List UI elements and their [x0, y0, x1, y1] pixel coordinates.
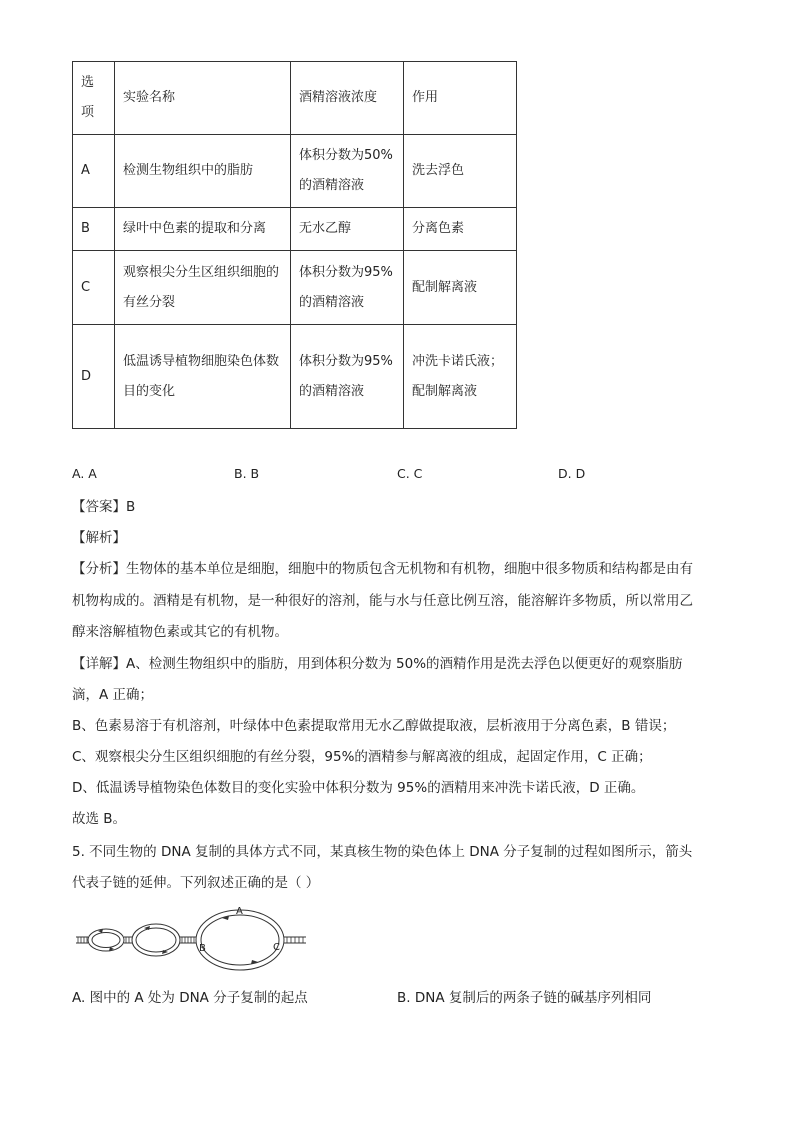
figure-label-c: C [273, 942, 280, 953]
table-cell: 配制解离液 [404, 251, 517, 325]
table-header-cell: 选项 [73, 62, 115, 135]
table-header-row [73, 62, 517, 135]
figure-label-b: B [199, 943, 206, 954]
text-line: 机物构成的。酒精是有机物，是一种很好的溶剂，能与水与任意比例互溶，能溶解许多物质，所以常用乙 [72, 593, 693, 609]
dna-replication-diagram [72, 905, 322, 975]
option-a: A. A [72, 466, 97, 481]
table-cell: B [73, 208, 115, 251]
text-line: C、观察根尖分生区组织细胞的有丝分裂，95%的酒精参与解离液的组成，起固定作用，C 正确； [72, 749, 652, 765]
answer-options [72, 466, 722, 486]
question-line: 代表子链的延伸。下列叙述正确的是（ ） [72, 875, 320, 891]
q5-option-b: B. DNA 复制后的两条子链的碱基序列相同 [397, 990, 652, 1006]
table-cell: C [73, 251, 115, 325]
dna-replication-figure [72, 905, 322, 975]
table-cell: 体积分数为50%的酒精溶液 [291, 135, 404, 208]
table-cell: 冲洗卡诺氏液；配制解离液 [404, 325, 517, 429]
figure-label-a: A [236, 906, 243, 917]
option-b: B. B [234, 466, 260, 481]
text-line: 故选 B。 [72, 811, 127, 827]
analysis-heading: 【解析】 [72, 530, 126, 546]
table-header-cell: 作用 [404, 62, 517, 135]
table-cell: D [73, 325, 115, 429]
text-line: B、色素易溶于有机溶剂，叶绿体中色素提取常用无水乙醇做提取液，层析液用于分离色素，B 错误； [72, 718, 676, 734]
text-line: 醇来溶解植物色素或其它的有机物。 [72, 624, 288, 640]
table-cell: 检测生物组织中的脂肪 [115, 135, 291, 208]
q5-option-a: A. 图中的 A 处为 DNA 分子复制的起点 [72, 990, 308, 1006]
table-row [73, 135, 517, 208]
table-cell: 低温诱导植物细胞染色体数目的变化 [115, 325, 291, 429]
table-row [73, 325, 517, 429]
option-c: C. C [397, 466, 423, 481]
text-line: 滴，A 正确； [72, 687, 154, 703]
experiment-table [72, 61, 517, 429]
table-cell: 体积分数为95%的酒精溶液 [291, 325, 404, 429]
table-header-cell: 酒精溶液浓度 [291, 62, 404, 135]
table-cell: 无水乙醇 [291, 208, 404, 251]
text-line: 【分析】生物体的基本单位是细胞，细胞中的物质包含无机物和有机物，细胞中很多物质和结构都是由有 [72, 561, 693, 577]
question-line: 5. 不同生物的 DNA 复制的具体方式不同，某真核生物的染色体上 DNA 分子复制的过程如图所示，箭头 [72, 844, 693, 860]
table-cell: 分离色素 [404, 208, 517, 251]
table-header-cell: 实验名称 [115, 62, 291, 135]
text-line: 【详解】A、检测生物组织中的脂肪，用到体积分数为 50%的酒精作用是洗去浮色以便更好的观察脂肪 [72, 656, 683, 672]
table-cell: A [73, 135, 115, 208]
answer-line: 【答案】B [72, 499, 136, 515]
table-cell: 绿叶中色素的提取和分离 [115, 208, 291, 251]
text-line: D、低温诱导植物染色体数目的变化实验中体积分数为 95%的酒精用来冲洗卡诺氏液，D 正确。 [72, 780, 645, 796]
table-cell: 观察根尖分生区组织细胞的有丝分裂 [115, 251, 291, 325]
table-cell: 体积分数为95%的酒精溶液 [291, 251, 404, 325]
table-cell: 洗去浮色 [404, 135, 517, 208]
table-row [73, 251, 517, 325]
table-row [73, 208, 517, 251]
option-d: D. D [558, 466, 586, 481]
